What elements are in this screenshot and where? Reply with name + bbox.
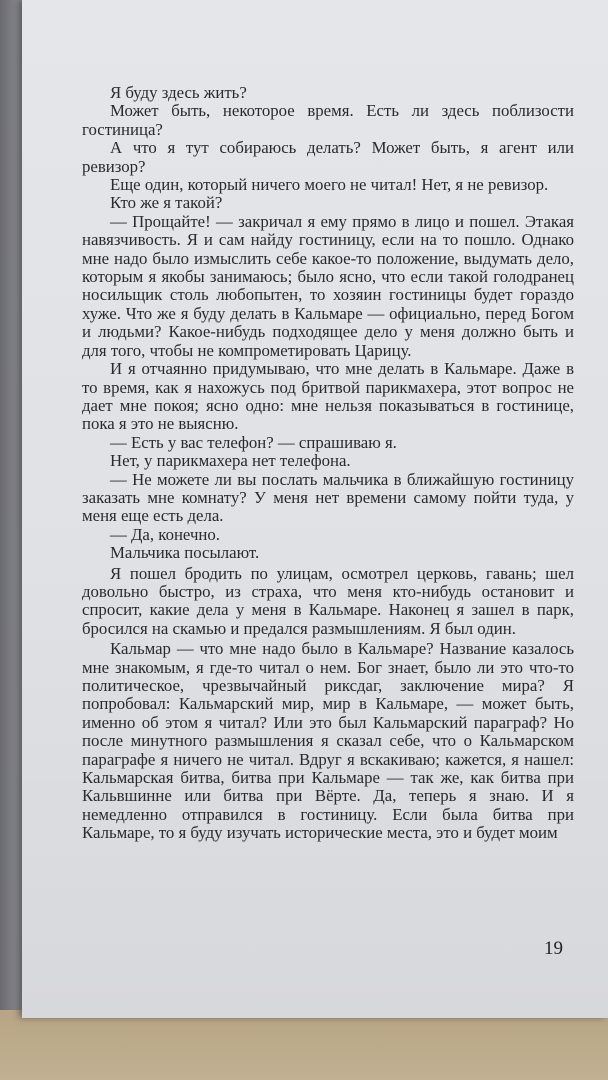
paragraph: — Да, конечно.: [110, 524, 220, 544]
paragraph: Может быть, некоторое время. Есть ли здесь поблизости гостиница?: [82, 101, 574, 139]
paragraph: Я буду здесь жить?: [110, 83, 247, 102]
page-number: 19: [544, 938, 563, 959]
paragraph: А что я тут собираюсь делать? Может быть, я агент или ревизор?: [82, 138, 574, 176]
paragraph: — Не можете ли вы послать мальчика в ближайшую гостиницу заказать мне комнату? У меня нет времени самому пойти туда, у меня еще есть дела.: [82, 469, 574, 526]
page-text: [82, 84, 574, 843]
paragraph: — Прощайте! — закричал я ему прямо в лицо и пошел. Этакая навязчивость. Я и сам найду гостиницу, если на то пошло. Однако мне надо было измыслить себе какое-то положение, выдумать дело, которым я якобы занимаюсь; было ясно, что если такой голодранец носильщик столь любопытен, то хозяин гостиницы будет гораздо хуже. Что же я буду делать в Кальмаре — официально, перед Богом и людьми? Какое-нибудь подходящее дело у меня должно быть и для того, чтобы не компрометировать Царицу.: [82, 211, 574, 360]
paragraph: Нет, у парикмахера нет телефона.: [110, 451, 351, 471]
paragraph: — Есть у вас телефон? — спрашиваю я.: [110, 432, 397, 452]
paragraph: Кто же я такой?: [110, 193, 223, 213]
paragraph: Я пошел бродить по улицам, осмотрел церковь, гавань; шел довольно быстро, из страха, что меня кто-нибудь остановит и спросит, какие дела у меня в Кальмаре. Наконец я зашел в парк, бросился на скамью и предался размышлениям. Я был один.: [82, 563, 574, 638]
book-page: [22, 0, 608, 1018]
paragraph: Кальмар — что мне надо было в Кальмаре? Название казалось мне знакомым, я где-то читал о нем. Бог знает, было ли это что-то политическое, чрезвычайный риксдаг, заключение мира? Я попробовал: Кальмарский мир, мир в Кальмаре, — может быть, именно об этом я читал? Или это был Кальмарский параграф? Но после минутного размышления я сказал себе, что о Кальмарском параграфе я ничего не читал. Вдруг я вскакиваю; кажется, я нашел: Кальмарская битва, битва при Кальмаре — так же, как битва при Кальвшинне или битва при Вёрте. Да, теперь я знаю. И я немедленно отправился в гостиницу. Если была битва при Кальмаре, то я буду изучать исторические места, это и будет моим: [82, 639, 574, 843]
paragraph: И я отчаянно придумываю, что мне делать в Кальмаре. Даже в то время, как я нахожусь под бритвой парикмахера, этот вопрос не дает мне покоя; ясно одно: мне нельзя показываться в гостинице, пока я это не выясню.: [82, 359, 574, 434]
paragraph: Мальчика посылают.: [110, 543, 260, 563]
paragraph: Еще один, который ничего моего не читал! Нет, я не ревизор.: [110, 175, 549, 195]
